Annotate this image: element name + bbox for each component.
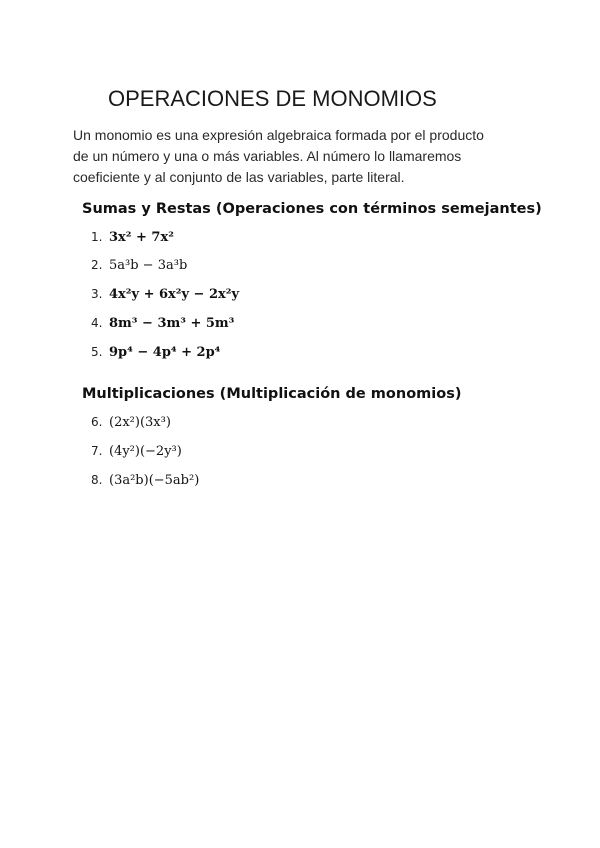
exercise-expression: (2x²)(3x³) (109, 415, 171, 430)
exercise-item (91, 316, 234, 336)
exercise-item (91, 444, 182, 464)
exercise-number: 7. (91, 444, 103, 458)
section-heading-sums: Sumas y Restas (Operaciones con términos semejantes) (82, 201, 542, 217)
exercise-number: 8. (91, 473, 103, 487)
intro-paragraph (73, 125, 543, 188)
exercise-item (91, 345, 220, 365)
exercise-expression: 9p⁴ − 4p⁴ + 2p⁴ (109, 345, 221, 360)
exercise-number: 5. (91, 345, 103, 359)
exercise-item (91, 287, 239, 307)
intro-line: coeficiente y al conjunto de las variables, parte literal. (73, 169, 405, 185)
exercise-item (91, 230, 174, 250)
exercise-number: 6. (91, 415, 103, 429)
exercise-expression: (3a²b)(−5ab²) (109, 473, 200, 488)
exercise-expression: 3x² + 7x² (109, 230, 174, 245)
intro-line: de un número y una o más variables. Al número lo llamaremos (73, 148, 462, 164)
exercise-item (91, 473, 199, 493)
exercise-item (91, 415, 171, 435)
intro-line: Un monomio es una expresión algebraica formada por el producto (73, 127, 484, 143)
exercise-expression: 8m³ − 3m³ + 5m³ (109, 316, 235, 331)
exercise-expression: 5a³b − 3a³b (109, 258, 188, 273)
page-title: OPERACIONES DE MONOMIOS (108, 86, 437, 111)
exercise-number: 3. (91, 287, 103, 301)
exercise-number: 4. (91, 316, 103, 330)
exercise-number: 1. (91, 230, 103, 244)
exercise-number: 2. (91, 258, 103, 272)
exercise-item (91, 258, 187, 278)
exercise-expression: (4y²)(−2y³) (109, 444, 182, 459)
exercise-expression: 4x²y + 6x²y − 2x²y (109, 287, 240, 302)
section-heading-multiplications: Multiplicaciones (Multiplicación de monomios) (82, 386, 462, 402)
